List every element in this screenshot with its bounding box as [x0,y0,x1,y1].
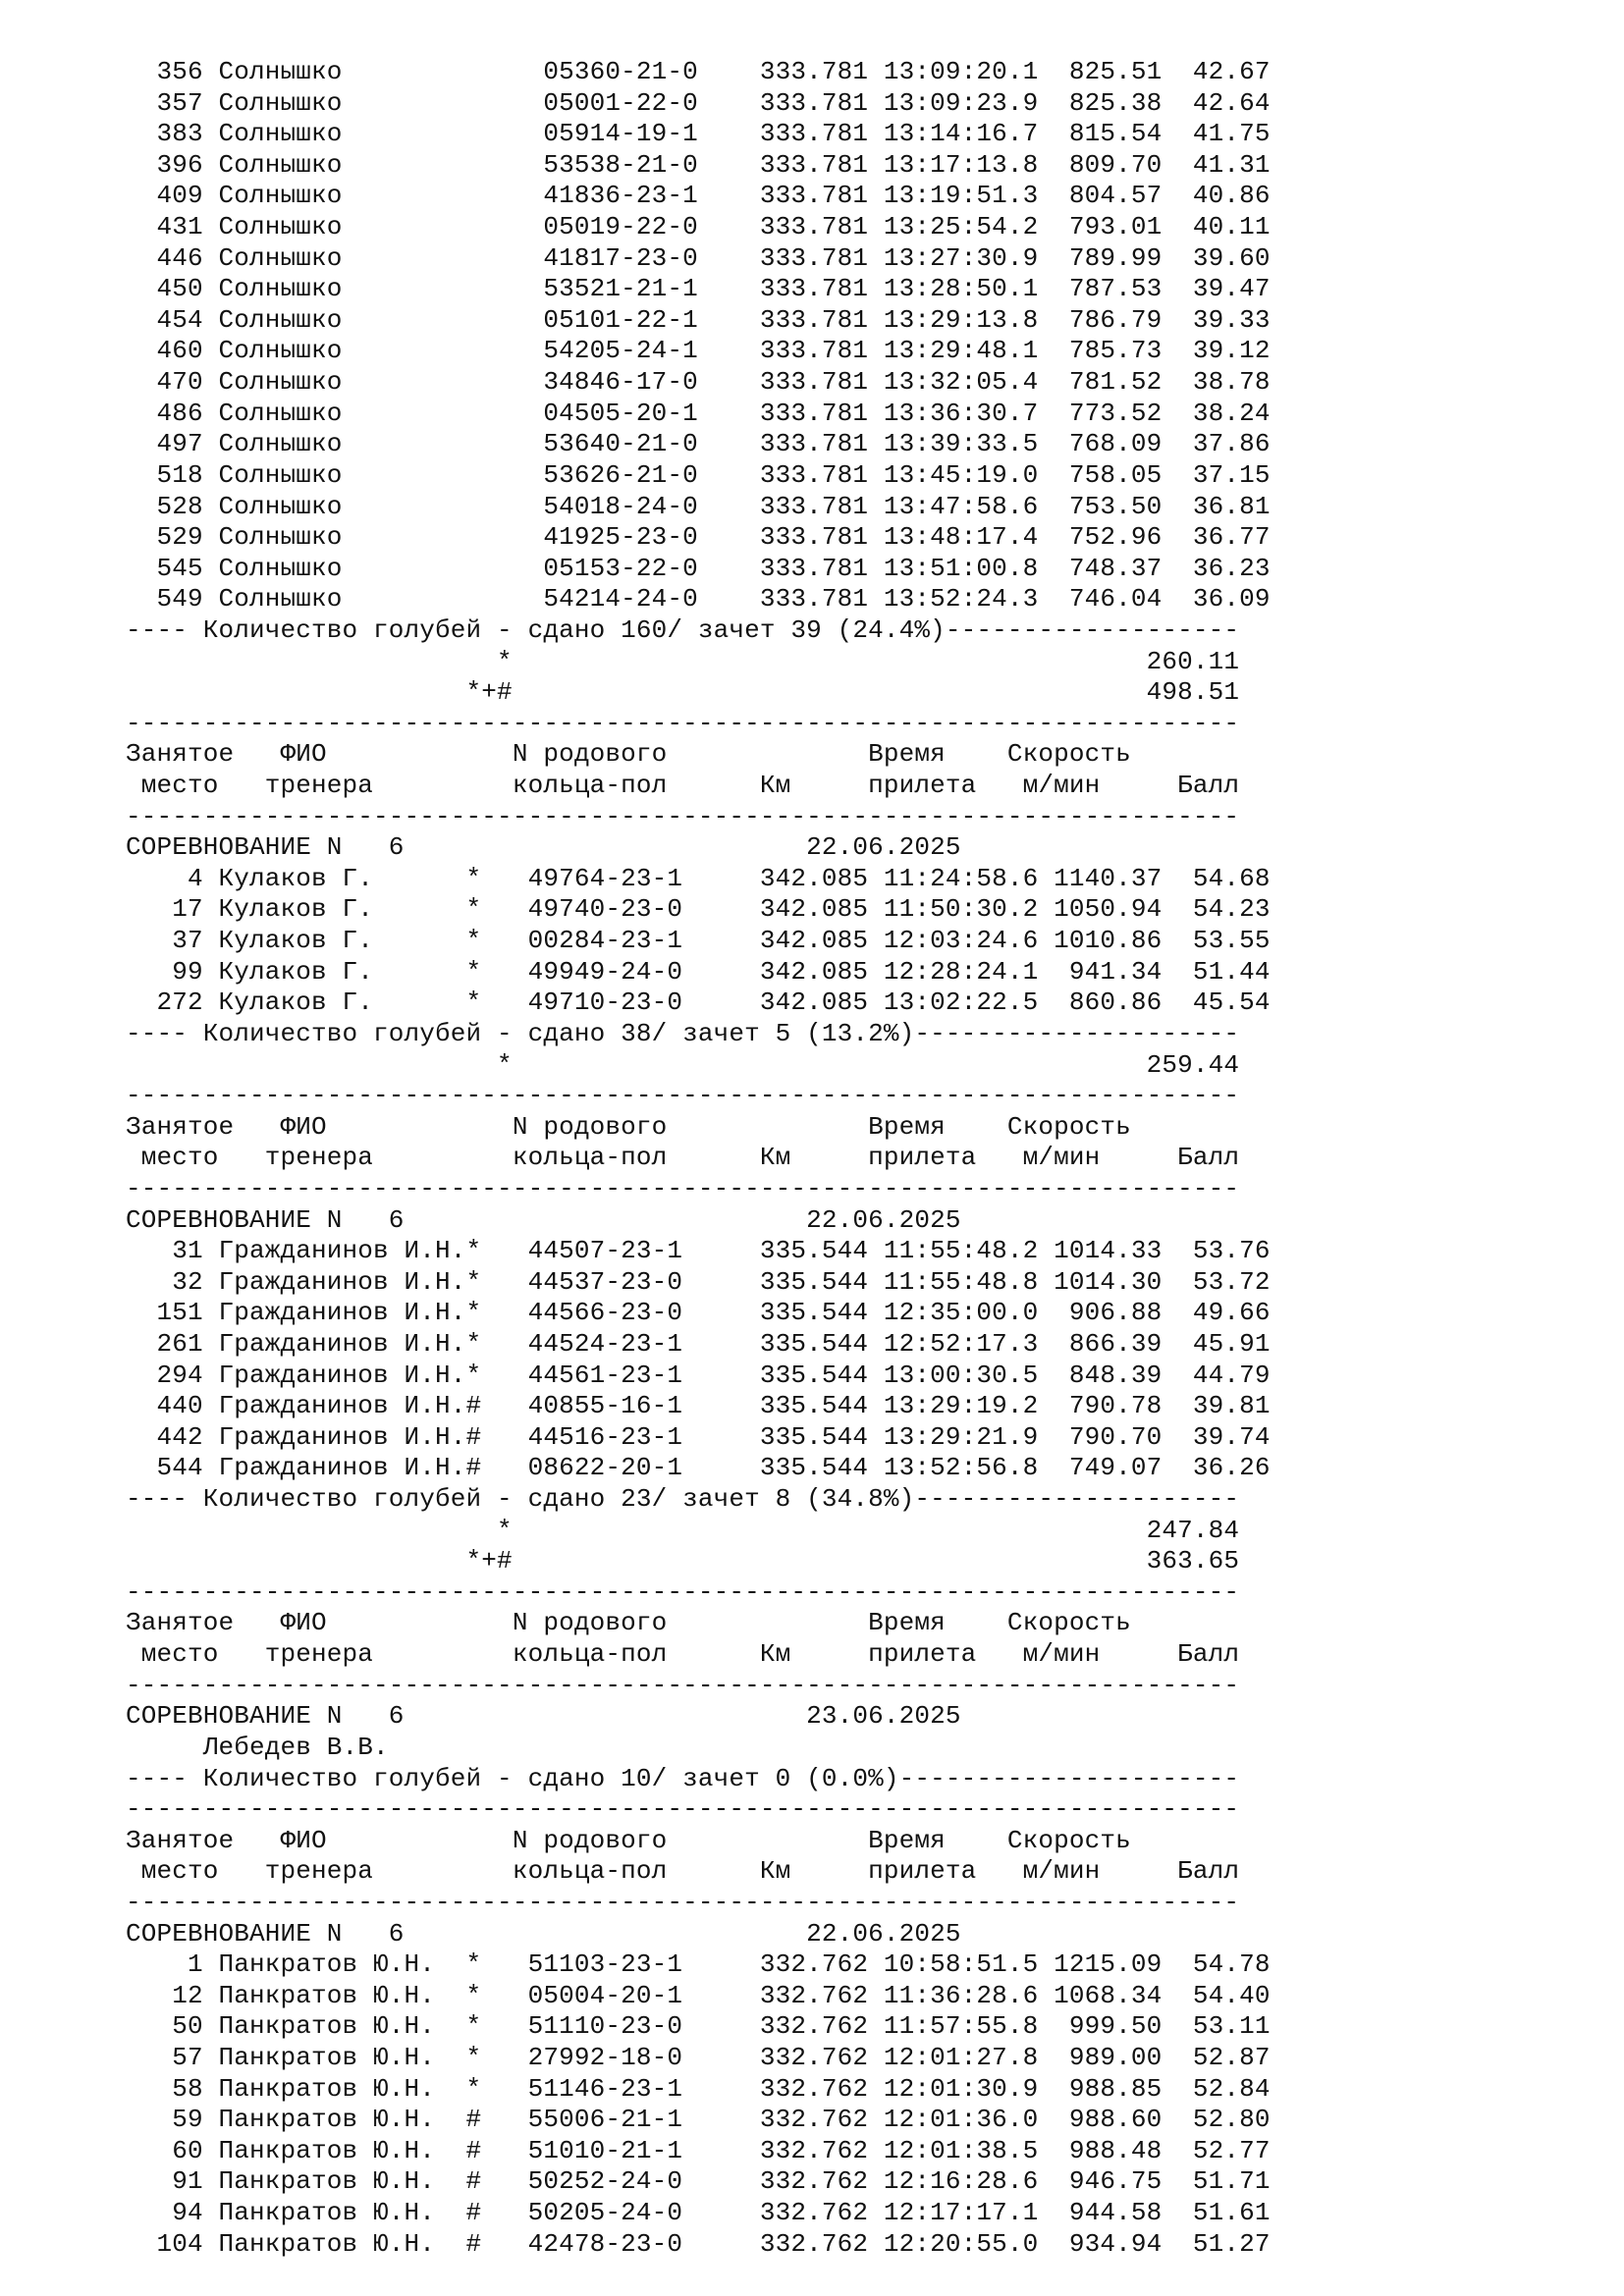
report-line: 12 Панкратов Ю.Н. * 05004-20-1 332.762 11:36:28.6 1068.34 54.40 [126,1980,1271,2010]
report-line: 94 Панкратов Ю.Н. # 50205-24-0 332.762 12:17:17.1 944.58 51.61 [126,2198,1271,2228]
report-line: ------------------------------------------------------------------------ [126,1887,1240,1917]
report-line: 497 Солнышко 53640-21-0 333.781 13:39:33.5 768.09 37.86 [126,429,1271,459]
report-line: 104 Панкратов Ю.Н. # 42478-23-0 332.762 12:20:55.0 934.94 51.27 [126,2228,1271,2259]
report-line: 486 Солнышко 04505-20-1 333.781 13:36:30.7 773.52 38.24 [126,398,1271,428]
report-line: ---- Количество голубей - сдано 10/ зачет 0 (0.0%)---------------------- [126,1763,1240,1793]
report-line: 59 Панкратов Ю.Н. # 55006-21-1 332.762 12:01:36.0 988.60 52.80 [126,2105,1271,2135]
report-line: 460 Солнышко 54205-24-1 333.781 13:29:48.1 785.73 39.12 [126,336,1271,366]
report-line: Лебедев В.В. [126,1732,389,1762]
report-line: 549 Солнышко 54214-24-0 333.781 13:52:24.3 746.04 36.09 [126,584,1271,614]
report-line: 272 Кулаков Г. * 49710-23-0 342.085 13:02:22.5 860.86 45.54 [126,988,1271,1018]
report-line: * 247.84 [126,1515,1240,1545]
report-line: ---- Количество голубей - сдано 38/ зачет 5 (13.2%)--------------------- [126,1018,1240,1048]
report-line: ---- Количество голубей - сдано 160/ зачет 39 (24.4%)------------------- [126,614,1240,645]
report-line: Занятое ФИО N родового Время Скорость [126,739,1131,770]
report-line: * 260.11 [126,646,1240,676]
report-line: 261 Гражданинов И.Н.* 44524-23-1 335.544 12:52:17.3 866.39 45.91 [126,1328,1271,1359]
report-line: 99 Кулаков Г. * 49949-24-0 342.085 12:28:24.1 941.34 51.44 [126,956,1271,987]
report-line: * 259.44 [126,1049,1240,1080]
report-line: 529 Солнышко 41925-23-0 333.781 13:48:17.4 752.96 36.77 [126,522,1271,553]
report-line: место тренера кольца-пол Км прилета м/мин Балл [126,771,1240,801]
report-line: СОРЕВНОВАНИЕ N 6 22.06.2025 [126,1204,961,1235]
report-line: *+# 498.51 [126,677,1240,708]
report-line: 528 Солнышко 54018-24-0 333.781 13:47:58.6 753.50 36.81 [126,491,1271,521]
report-line: СОРЕВНОВАНИЕ N 6 22.06.2025 [126,832,961,863]
report-line: Занятое ФИО N родового Время Скорость [126,1825,1131,1855]
report-line: место тренера кольца-пол Км прилета м/мин Балл [126,1856,1240,1887]
report-line: 396 Солнышко 53538-21-0 333.781 13:17:13.8 809.70 41.31 [126,149,1271,180]
report-line: 470 Солнышко 34846-17-0 333.781 13:32:05.4 781.52 38.78 [126,367,1271,398]
report-line: 294 Гражданинов И.Н.* 44561-23-1 335.544 13:00:30.5 848.39 44.79 [126,1360,1271,1390]
report-line: 57 Панкратов Ю.Н. * 27992-18-0 332.762 12:01:27.8 989.00 52.87 [126,2043,1271,2072]
results-report [126,57,1271,2260]
report-line: 409 Солнышко 41836-23-1 333.781 13:19:51.3 804.57 40.86 [126,181,1271,211]
report-line: 91 Панкратов Ю.Н. # 50252-24-0 332.762 12:16:28.6 946.75 51.71 [126,2166,1271,2197]
report-line: 454 Солнышко 05101-22-1 333.781 13:29:13.8 786.79 39.33 [126,304,1271,335]
report-line: 4 Кулаков Г. * 49764-23-1 342.085 11:24:58.6 1140.37 54.68 [126,863,1271,893]
report-line: 37 Кулаков Г. * 00284-23-1 342.085 12:03:24.6 1010.86 53.55 [126,926,1271,956]
report-line: ------------------------------------------------------------------------ [126,1173,1240,1203]
report-line: 356 Солнышко 05360-21-0 333.781 13:09:20.1 825.51 42.67 [126,57,1271,86]
report-line: ------------------------------------------------------------------------ [126,1576,1240,1607]
report-line: Занятое ФИО N родового Время Скорость [126,1111,1131,1142]
report-line: 151 Гражданинов И.Н.* 44566-23-0 335.544 12:35:00.0 906.88 49.66 [126,1298,1271,1328]
report-line: 544 Гражданинов И.Н.# 08622-20-1 335.544 13:52:56.8 749.07 36.26 [126,1453,1271,1483]
report-line: СОРЕВНОВАНИЕ N 6 22.06.2025 [126,1918,961,1949]
report-line: ------------------------------------------------------------------------ [126,1670,1240,1700]
report-line: СОРЕВНОВАНИЕ N 6 23.06.2025 [126,1701,961,1732]
report-line: 431 Солнышко 05019-22-0 333.781 13:25:54.2 793.01 40.11 [126,212,1271,242]
report-line: *+# 363.65 [126,1546,1240,1576]
report-line: место тренера кольца-пол Км прилета м/мин Балл [126,1639,1240,1670]
report-line: 58 Панкратов Ю.Н. * 51146-23-1 332.762 12:01:30.9 988.85 52.84 [126,2073,1271,2104]
report-line: ------------------------------------------------------------------------ [126,708,1240,738]
report-line: 50 Панкратов Ю.Н. * 51110-23-0 332.762 11:57:55.8 999.50 53.11 [126,2011,1271,2042]
report-line: 446 Солнышко 41817-23-0 333.781 13:27:30.9 789.99 39.60 [126,242,1271,273]
report-line: 442 Гражданинов И.Н.# 44516-23-1 335.544 13:29:21.9 790.70 39.74 [126,1421,1271,1452]
report-line: ------------------------------------------------------------------------ [126,1081,1240,1111]
report-line: 31 Гражданинов И.Н.* 44507-23-1 335.544 11:55:48.2 1014.33 53.76 [126,1236,1271,1266]
report-line: 383 Солнышко 05914-19-1 333.781 13:14:16.7 815.54 41.75 [126,119,1271,149]
report-line: 440 Гражданинов И.Н.# 40855-16-1 335.544 13:29:19.2 790.78 39.81 [126,1391,1271,1421]
report-line: 1 Панкратов Ю.Н. * 51103-23-1 332.762 10:58:51.5 1215.09 54.78 [126,1949,1271,1980]
report-line: ---- Количество голубей - сдано 23/ зачет 8 (34.8%)--------------------- [126,1484,1240,1515]
report-line: ------------------------------------------------------------------------ [126,1794,1240,1825]
report-line: 60 Панкратов Ю.Н. # 51010-21-1 332.762 12:01:38.5 988.48 52.77 [126,2135,1271,2165]
report-line: место тренера кольца-пол Км прилета м/мин Балл [126,1143,1240,1173]
report-line: 450 Солнышко 53521-21-1 333.781 13:28:50.1 787.53 39.47 [126,274,1271,304]
report-line: Занятое ФИО N родового Время Скорость [126,1608,1131,1638]
report-line: ------------------------------------------------------------------------ [126,801,1240,831]
report-line: 518 Солнышко 53626-21-0 333.781 13:45:19.0 758.05 37.15 [126,459,1271,490]
report-line: 357 Солнышко 05001-22-0 333.781 13:09:23.9 825.38 42.64 [126,87,1271,118]
report-line: 32 Гражданинов И.Н.* 44537-23-0 335.544 11:55:48.8 1014.30 53.72 [126,1266,1271,1297]
report-line: 17 Кулаков Г. * 49740-23-0 342.085 11:50:30.2 1050.94 54.23 [126,894,1271,925]
report-line: 545 Солнышко 05153-22-0 333.781 13:51:00.8 748.37 36.23 [126,553,1271,583]
